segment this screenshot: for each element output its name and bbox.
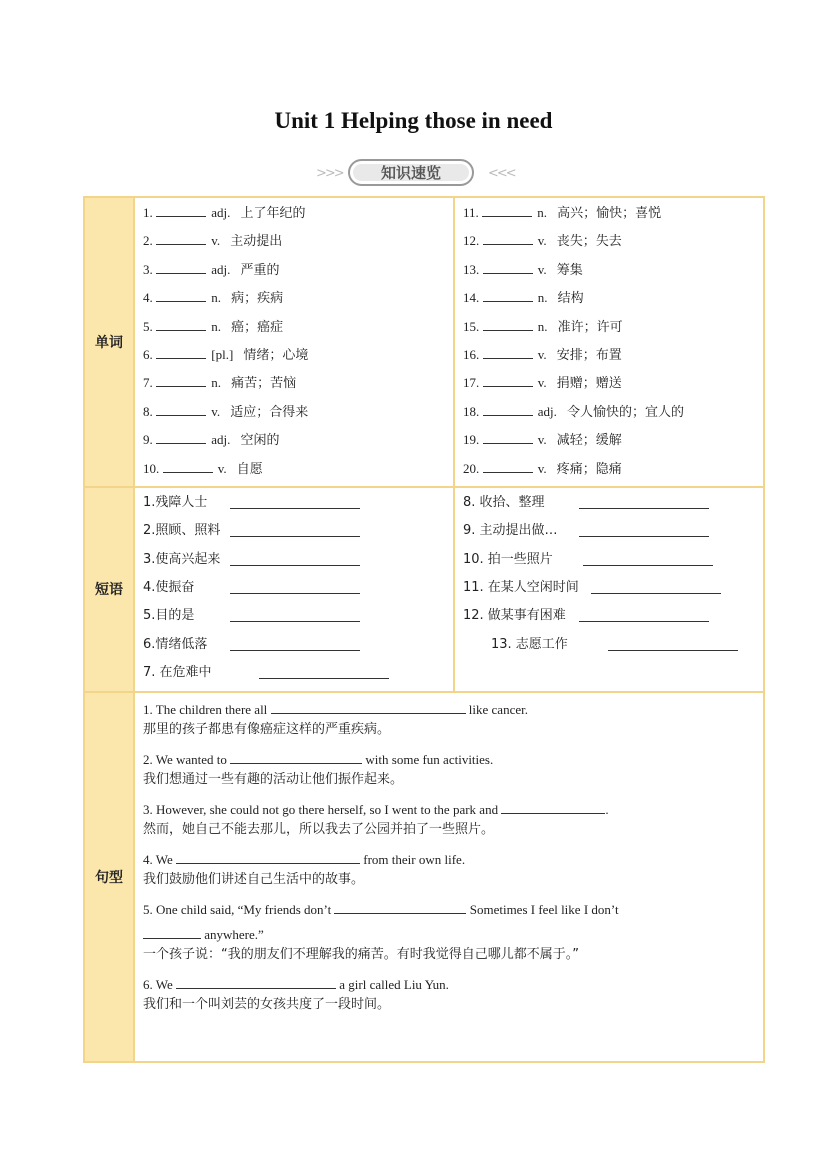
sentence-english-cont xyxy=(143,920,763,945)
answer-blank[interactable] xyxy=(271,699,466,714)
item-number: 12. xyxy=(463,233,483,249)
vocab-item xyxy=(463,230,763,258)
item-number: 16. xyxy=(463,346,483,362)
category-phrases: 短语 xyxy=(84,487,134,692)
phrase-item xyxy=(143,634,453,662)
meaning: 筹集 xyxy=(552,262,583,278)
double-left-arrow-icon: <<< xyxy=(488,166,515,181)
phrase-item xyxy=(463,520,763,548)
sentence-chinese: 那里的孩子都患有像癌症这样的严重疾病。 xyxy=(143,721,391,737)
sentence-chinese: 我们想通过一些有趣的活动让他们振作起来。 xyxy=(143,771,404,787)
answer-blank[interactable] xyxy=(579,520,709,537)
part-of-speech: n. xyxy=(208,318,221,334)
meaning: 病；疾病 xyxy=(227,291,284,307)
answer-blank[interactable] xyxy=(483,287,533,302)
part-of-speech: adj. xyxy=(208,261,231,277)
part-of-speech: n. xyxy=(534,205,548,220)
meaning: 令人愉快的；宜人的 xyxy=(562,404,685,420)
item-number: 4. xyxy=(143,290,156,306)
sentence-english xyxy=(143,893,763,920)
answer-blank[interactable] xyxy=(156,429,206,444)
vocab-item xyxy=(143,287,453,315)
phrase-item xyxy=(143,492,453,520)
section-banner xyxy=(312,158,515,192)
phrase-label: 4.使振奋 xyxy=(143,580,195,596)
sentence-chinese: 我们和一个叫刘芸的女孩共度了一段时间。 xyxy=(143,996,391,1012)
sentence-text: 6. We xyxy=(143,976,177,992)
part-of-speech: v. xyxy=(208,403,221,419)
part-of-speech: adj. xyxy=(208,205,231,220)
vocab-item xyxy=(143,344,453,372)
item-number: 17. xyxy=(463,375,483,391)
vocab-item xyxy=(143,230,453,258)
phrase-item xyxy=(463,549,763,577)
answer-blank[interactable] xyxy=(608,634,738,651)
phrase-item xyxy=(463,492,763,520)
answer-blank[interactable] xyxy=(591,577,721,594)
phrase-item xyxy=(143,577,453,605)
meaning: 捐赠；赠送 xyxy=(552,376,622,392)
sentence-text: Sometimes I feel like I don’t xyxy=(466,901,619,917)
phrases-left-cell xyxy=(134,487,454,692)
phrase-item xyxy=(143,549,453,577)
meaning: 空闲的 xyxy=(236,433,280,449)
answer-blank[interactable] xyxy=(334,899,466,914)
vocab-right-cell xyxy=(454,197,764,487)
answer-blank[interactable] xyxy=(583,549,713,566)
sentence-text: from their own life. xyxy=(360,851,466,867)
sentences-cell xyxy=(134,692,764,1062)
item-number: 11. xyxy=(463,205,483,220)
answer-blank[interactable] xyxy=(483,259,533,274)
phrase-label: 12. 做某事有困难 xyxy=(463,608,566,624)
part-of-speech: v. xyxy=(534,233,547,249)
part-of-speech: v. xyxy=(534,460,547,476)
item-number: 2. xyxy=(143,233,156,249)
vocab-item xyxy=(463,202,763,230)
answer-blank[interactable] xyxy=(483,344,533,359)
part-of-speech: v. xyxy=(208,233,221,249)
part-of-speech: n. xyxy=(534,318,548,334)
vocab-item xyxy=(143,429,453,457)
phrase-label: 8. 收拾、整理 xyxy=(463,494,545,510)
answer-blank[interactable] xyxy=(483,372,533,387)
phrase-item xyxy=(143,605,453,633)
phrase-item xyxy=(463,605,763,633)
item-number: 20. xyxy=(463,460,483,476)
answer-blank[interactable] xyxy=(230,605,360,622)
answer-blank[interactable] xyxy=(579,492,709,509)
part-of-speech: [pl.] xyxy=(208,346,234,362)
answer-blank[interactable] xyxy=(482,202,532,217)
phrase-item xyxy=(463,577,763,605)
sentence-text: with some fun activities. xyxy=(362,751,494,767)
meaning: 自愿 xyxy=(232,461,263,477)
category-words: 单词 xyxy=(84,197,134,487)
answer-blank[interactable] xyxy=(156,401,206,416)
double-right-arrow-icon: >>> xyxy=(316,166,343,181)
meaning: 严重的 xyxy=(236,262,280,278)
item-number: 5. xyxy=(143,318,156,334)
vocab-item xyxy=(463,287,763,315)
sentence-text: 1. The children there all xyxy=(143,701,271,717)
answer-blank[interactable] xyxy=(483,401,533,416)
sentence-text: 2. We wanted to xyxy=(143,751,231,767)
answer-blank[interactable] xyxy=(156,202,206,217)
answer-blank[interactable] xyxy=(483,458,533,473)
vocab-item xyxy=(143,259,453,287)
item-number: 9. xyxy=(143,432,156,448)
answer-blank[interactable] xyxy=(483,316,533,331)
meaning: 减轻；缓解 xyxy=(552,433,622,449)
meaning: 适应；合得来 xyxy=(226,404,309,420)
sentence-text: 5. One child said, “My friends don’t xyxy=(143,901,335,917)
sentences-row xyxy=(84,692,764,1062)
vocab-item xyxy=(143,316,453,344)
phrases-row xyxy=(84,487,764,692)
vocab-item xyxy=(463,344,763,372)
item-number: 8. xyxy=(143,403,156,419)
meaning: 准许；许可 xyxy=(553,319,623,335)
answer-blank[interactable] xyxy=(579,605,709,622)
sentence-chinese: 我们鼓励他们讲述自己生活中的故事。 xyxy=(143,871,365,887)
meaning: 主动提出 xyxy=(226,234,283,250)
item-number: 18. xyxy=(463,403,483,419)
vocab-item xyxy=(143,458,453,486)
vocab-item xyxy=(143,401,453,429)
meaning: 结构 xyxy=(553,291,584,307)
category-sentences: 句型 xyxy=(84,692,134,1062)
sentence-text: like cancer. xyxy=(465,701,528,717)
meaning: 痛苦；苦恼 xyxy=(227,376,297,392)
part-of-speech: v. xyxy=(534,432,547,448)
part-of-speech: v. xyxy=(534,375,547,391)
part-of-speech: adj. xyxy=(208,432,231,448)
answer-blank[interactable] xyxy=(156,316,206,331)
item-number: 1. xyxy=(143,205,156,220)
part-of-speech: n. xyxy=(534,290,548,306)
vocab-item xyxy=(463,316,763,344)
banner-label: 知识速览 xyxy=(353,164,469,181)
vocab-item xyxy=(463,429,763,457)
phrase-label: 11. 在某人空闲时间 xyxy=(463,580,579,596)
item-number: 10. xyxy=(143,460,163,476)
answer-blank[interactable] xyxy=(230,577,360,594)
vocab-item xyxy=(463,259,763,287)
phrase-label: 6.情绪低落 xyxy=(143,636,208,652)
item-number: 13. xyxy=(463,261,483,277)
meaning: 情绪；心境 xyxy=(239,347,309,363)
sentence-english xyxy=(143,843,763,870)
sentence-english xyxy=(143,743,763,770)
part-of-speech: n. xyxy=(208,290,221,306)
sentence-text: 3. However, she could not go there herself, so I went to the park and xyxy=(143,801,502,817)
phrase-label: 13. 志愿工作 xyxy=(491,636,568,652)
part-of-speech: v. xyxy=(534,261,547,277)
vocab-item xyxy=(463,458,763,486)
answer-blank[interactable] xyxy=(230,634,360,651)
vocab-item xyxy=(143,202,453,230)
meaning: 丧失；失去 xyxy=(552,234,622,250)
vocab-item xyxy=(463,372,763,400)
vocab-item xyxy=(143,372,453,400)
answer-blank[interactable] xyxy=(176,974,336,989)
sentence-text: . xyxy=(605,801,609,817)
meaning: 癌；癌症 xyxy=(227,319,284,335)
phrases-right-cell xyxy=(454,487,764,692)
answer-blank[interactable] xyxy=(230,492,360,509)
sentence-chinese: 然而，她自己不能去那儿，所以我去了公园并拍了一些照片。 xyxy=(143,821,495,837)
phrase-label: 2.照顾、照料 xyxy=(143,523,221,539)
item-number: 7. xyxy=(143,375,156,391)
phrase-label: 10. 拍一些照片 xyxy=(463,551,553,567)
answer-blank[interactable] xyxy=(156,230,206,245)
banner-pill xyxy=(348,159,474,186)
answer-blank[interactable] xyxy=(230,549,360,566)
phrase-label: 1.残障人士 xyxy=(143,494,208,510)
meaning: 疼痛；隐痛 xyxy=(552,461,622,477)
answer-blank[interactable] xyxy=(259,662,389,679)
answer-blank[interactable] xyxy=(156,344,206,359)
item-number: 19. xyxy=(463,432,483,448)
sentence-chinese: 一个孩子说：“我的朋友们不理解我的痛苦。有时我觉得自己哪儿都不属于。” xyxy=(143,946,579,962)
answer-blank[interactable] xyxy=(483,230,533,245)
answer-blank[interactable] xyxy=(230,520,360,537)
item-number: 3. xyxy=(143,261,156,277)
sentence-english xyxy=(143,968,763,995)
page-title: Unit 1 Helping those in need xyxy=(274,108,553,133)
sentence-text: 4. We xyxy=(143,851,177,867)
meaning: 上了年纪的 xyxy=(236,206,306,221)
item-number: 6. xyxy=(143,346,156,362)
part-of-speech: v. xyxy=(214,460,227,476)
part-of-speech: v. xyxy=(534,346,547,362)
sentence-text: a girl called Liu Yun. xyxy=(336,976,449,992)
answer-blank[interactable] xyxy=(230,749,362,764)
knowledge-table xyxy=(83,196,765,1063)
vocab-item xyxy=(463,401,763,429)
answer-blank[interactable] xyxy=(156,259,206,274)
meaning: 安排；布置 xyxy=(552,347,622,363)
item-number: 14. xyxy=(463,290,483,306)
sentence-english xyxy=(143,793,763,820)
answer-blank[interactable] xyxy=(143,924,201,939)
meaning: 高兴；愉快；喜悦 xyxy=(553,206,662,221)
answer-blank[interactable] xyxy=(483,429,533,444)
answer-blank[interactable] xyxy=(156,372,206,387)
sentence-text: anywhere.” xyxy=(201,926,264,942)
phrase-item xyxy=(143,662,453,690)
vocab-left-cell xyxy=(134,197,454,487)
answer-blank[interactable] xyxy=(176,849,360,864)
answer-blank[interactable] xyxy=(501,799,605,814)
part-of-speech: adj. xyxy=(534,403,557,419)
words-row xyxy=(84,197,764,487)
item-number: 15. xyxy=(463,318,483,334)
part-of-speech: n. xyxy=(208,375,221,391)
phrase-label: 7. 在危难中 xyxy=(143,665,212,681)
phrase-item xyxy=(463,634,763,662)
answer-blank[interactable] xyxy=(163,458,213,473)
sentence-english xyxy=(143,693,763,720)
phrase-label: 5.目的是 xyxy=(143,608,195,624)
answer-blank[interactable] xyxy=(156,287,206,302)
phrase-label: 9. 主动提出做… xyxy=(463,523,558,539)
phrase-item xyxy=(143,520,453,548)
phrase-label: 3.使高兴起来 xyxy=(143,551,221,567)
